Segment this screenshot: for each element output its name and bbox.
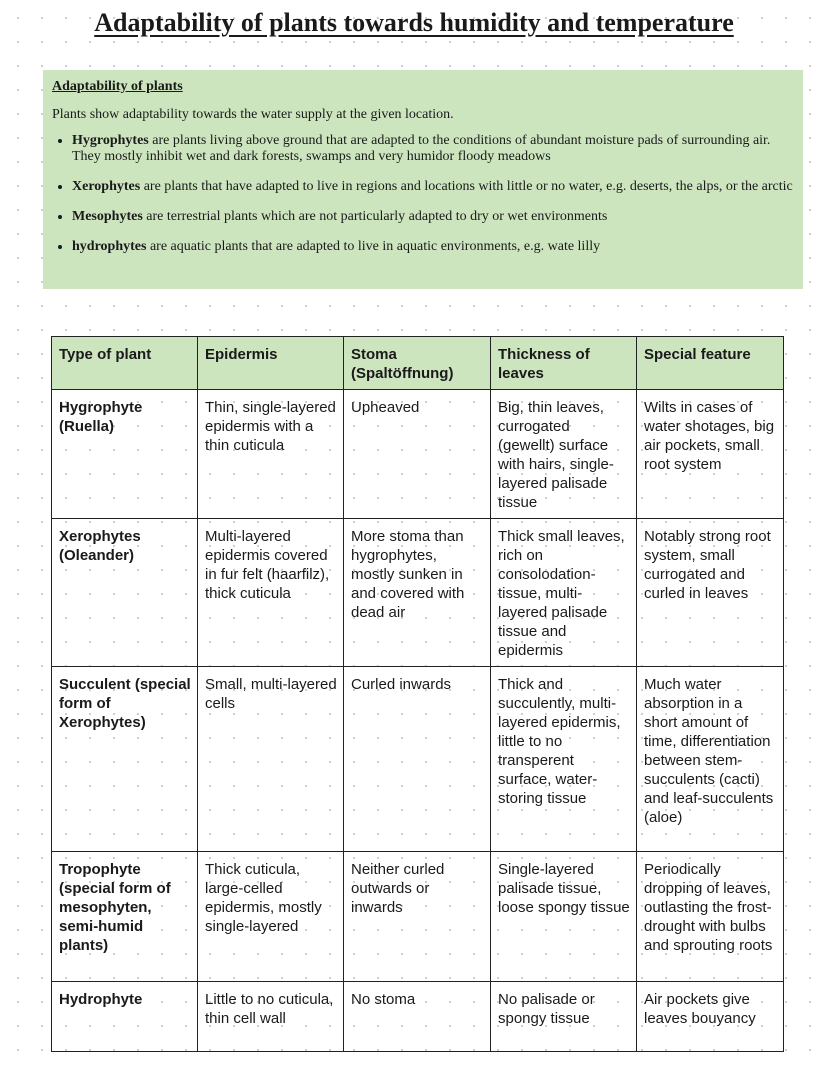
list-item-term: hydrophytes — [72, 239, 147, 254]
list-item-text: are plants living above ground that are adapted to the conditions of abundant moisture pads of surrounding air. They mostly inhibit wet and dark forests, swamps and very humidor floody meadows — [72, 133, 771, 164]
thickness-cell: No palisade or spongy tissue — [491, 982, 637, 1052]
list-item-text: are aquatic plants that are adapted to live in aquatic environments, e.g. wate lilly — [146, 239, 601, 254]
column-header-type: Type of plant — [52, 337, 198, 390]
plant-type-cell: Hygrophyte (Ruella) — [52, 390, 198, 519]
column-header-epidermis: Epidermis — [198, 337, 344, 390]
table-row — [52, 982, 784, 1052]
thickness-cell: Single-layered palisade tissue, loose spongy tissue — [491, 852, 637, 982]
thickness-cell: Big, thin leaves, currogated (gewellt) surface with hairs, single-layered palisade tissue — [491, 390, 637, 519]
feature-cell: Air pockets give leaves bouyancy — [637, 982, 784, 1052]
feature-cell: Wilts in cases of water shotages, big air pockets, small root system — [637, 390, 784, 519]
page-title: Adaptability of plants towards humidity and temperature — [94, 8, 734, 37]
table-row — [52, 667, 784, 852]
info-heading: Adaptability of plants — [52, 79, 183, 94]
stoma-cell: Neither curled outwards or inwards — [344, 852, 491, 982]
epidermis-cell: Small, multi-layered cells — [198, 667, 344, 852]
stoma-cell: No stoma — [344, 982, 491, 1052]
plant-type-cell: Hydrophyte — [52, 982, 198, 1052]
list-item-term: Hygrophytes — [72, 133, 149, 148]
list-item — [72, 209, 793, 225]
stoma-cell: Curled inwards — [344, 667, 491, 852]
epidermis-cell: Thick cuticula, large-celled epidermis, mostly single-layered — [198, 852, 344, 982]
stoma-cell: Upheaved — [344, 390, 491, 519]
table-row — [52, 852, 784, 982]
plant-type-cell: Succulent (special form of Xerophytes) — [52, 667, 198, 852]
plant-adaptation-table — [51, 336, 784, 1052]
column-header-feature: Special feature — [637, 337, 784, 390]
thickness-cell: Thick and succulently, multi-layered epidermis, little to no transperent surface, water-storing tissue — [491, 667, 637, 852]
list-item — [72, 179, 793, 195]
list-item — [72, 239, 793, 255]
column-header-stoma: Stoma (Spaltöffnung) — [344, 337, 491, 390]
list-item-term: Mesophytes — [72, 209, 143, 224]
table-row — [52, 390, 784, 519]
plant-type-cell: Tropophyte (special form of mesophyten, semi-humid plants) — [52, 852, 198, 982]
feature-cell: Much water absorption in a short amount of time, differentiation between stem-succulents (cacti) and leaf-succulents (aloe) — [637, 667, 784, 852]
feature-cell: Periodically dropping of leaves, outlasting the frost-drought with bulbs and sprouting roots — [637, 852, 784, 982]
list-item-term: Xerophytes — [72, 179, 141, 194]
epidermis-cell: Multi-layered epidermis covered in fur felt (haarfilz), thick cuticula — [198, 519, 344, 667]
epidermis-cell: Little to no cuticula, thin cell wall — [198, 982, 344, 1052]
column-header-thickness: Thickness of leaves — [491, 337, 637, 390]
stoma-cell: More stoma than hygrophytes, mostly sunken in and covered with dead air — [344, 519, 491, 667]
list-item — [72, 133, 793, 165]
plant-category-list — [52, 133, 793, 255]
epidermis-cell: Thin, single-layered epidermis with a thin cuticula — [198, 390, 344, 519]
info-intro: Plants show adaptability towards the water supply at the given location. — [52, 107, 454, 122]
adaptability-info-box — [43, 70, 803, 289]
table-row — [52, 519, 784, 667]
list-item-text: are plants that have adapted to live in regions and locations with little or no water, e.g. deserts, the alps, or the arctic — [140, 179, 793, 194]
table-header-row — [52, 337, 784, 390]
list-item-text: are terrestrial plants which are not particularly adapted to dry or wet environments — [142, 209, 608, 224]
plant-type-cell: Xerophytes (Oleander) — [52, 519, 198, 667]
feature-cell: Notably strong root system, small currogated and curled in leaves — [637, 519, 784, 667]
thickness-cell: Thick small leaves, rich on consolodation-tissue, multi-layered palisade tissue and epidermis — [491, 519, 637, 667]
